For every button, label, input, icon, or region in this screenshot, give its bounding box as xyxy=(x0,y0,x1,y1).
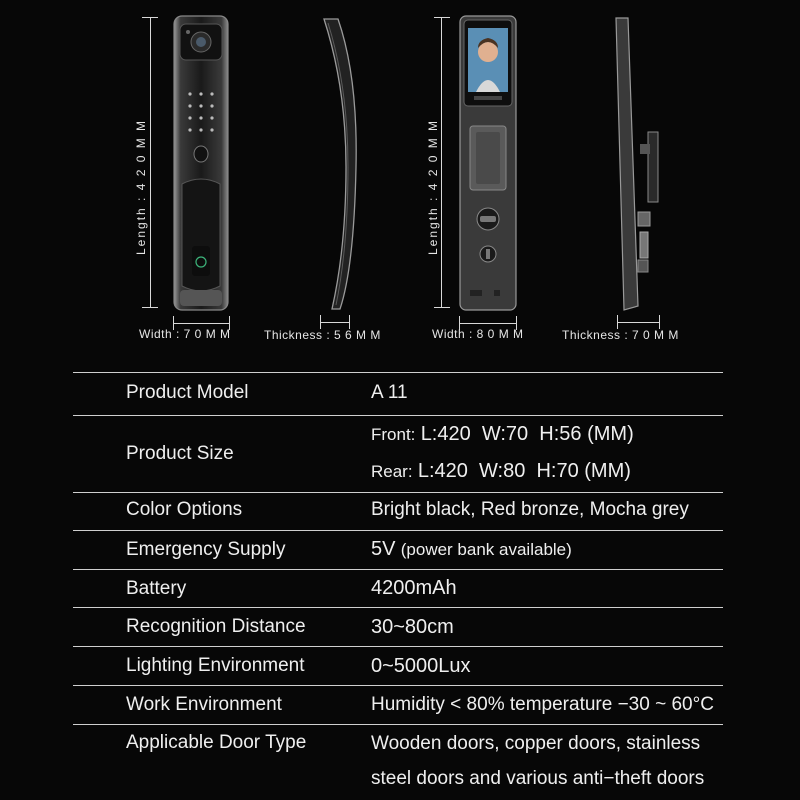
product-size-rear xyxy=(371,460,631,483)
front-side-illustration xyxy=(318,17,362,313)
table-rule xyxy=(73,685,723,686)
product-model-value: A 11 xyxy=(371,382,408,403)
product-size-label: Product Size xyxy=(126,443,234,464)
front-length-cap-top xyxy=(142,17,158,18)
side-rear-thickness-cap-left xyxy=(617,315,618,329)
side-front-thickness-cap-right xyxy=(349,315,350,329)
size-rear-value: L:420 W:80 H:70 (MM) xyxy=(417,460,631,482)
size-front-prefix: Front: xyxy=(371,425,416,444)
work-environment-label: Work Environment xyxy=(126,694,282,715)
applicable-door-type-line1: Wooden doors, copper doors, stainless xyxy=(371,733,701,754)
table-rule xyxy=(73,569,723,570)
rear-length-cap-top xyxy=(434,17,450,18)
front-length-label: Length : 4 2 0 M M xyxy=(134,118,148,255)
front-width-label: Width : 7 0 M M xyxy=(139,327,231,341)
rear-length-label: Length : 4 2 0 M M xyxy=(426,118,440,255)
front-lock-illustration xyxy=(170,14,232,314)
lighting-environment-label: Lighting Environment xyxy=(126,655,305,676)
rear-length-cap-bottom xyxy=(434,307,450,308)
size-front-value: L:420 W:70 H:56 (MM) xyxy=(420,423,634,445)
rear-side-illustration xyxy=(608,16,668,314)
side-rear-thickness-cap-right xyxy=(659,315,660,329)
table-rule xyxy=(73,646,723,647)
side-front-thickness-line xyxy=(320,322,350,323)
side-front-thickness-cap-left xyxy=(320,315,321,329)
rear-lock-illustration xyxy=(458,14,518,314)
emergency-voltage: 5V xyxy=(371,538,396,560)
emergency-supply-label: Emergency Supply xyxy=(126,539,286,560)
product-model-label: Product Model xyxy=(126,382,249,403)
emergency-supply-value xyxy=(371,538,572,561)
color-options-value: Bright black, Red bronze, Mocha grey xyxy=(371,499,689,520)
lighting-environment-value: 0~5000Lux xyxy=(371,655,471,677)
work-environment-value: Humidity < 80% temperature −30 ~ 60°C xyxy=(371,694,714,715)
table-rule xyxy=(73,530,723,531)
table-rule xyxy=(73,415,723,416)
rear-width-line xyxy=(459,323,517,324)
recognition-distance-value: 30~80cm xyxy=(371,616,454,638)
side-front-thickness-label: Thickness : 5 6 M M xyxy=(264,328,381,342)
rear-width-label: Width : 8 0 M M xyxy=(432,327,524,341)
front-length-line xyxy=(150,17,151,308)
table-rule xyxy=(73,492,723,493)
product-size-front xyxy=(371,423,634,446)
battery-value: 4200mAh xyxy=(371,577,457,599)
applicable-door-type-line2: steel doors and various anti−theft doors xyxy=(371,768,705,789)
applicable-door-type-label: Applicable Door Type xyxy=(126,732,307,753)
rear-length-line xyxy=(441,17,442,308)
side-rear-thickness-line xyxy=(617,322,660,323)
size-rear-prefix: Rear: xyxy=(371,462,413,481)
table-rule-top xyxy=(73,372,723,373)
emergency-note: (power bank available) xyxy=(400,540,572,559)
table-rule xyxy=(73,607,723,608)
front-width-line xyxy=(173,323,230,324)
recognition-distance-label: Recognition Distance xyxy=(126,616,306,637)
side-rear-thickness-label: Thickness : 7 0 M M xyxy=(562,328,679,342)
battery-label: Battery xyxy=(126,578,187,599)
color-options-label: Color Options xyxy=(126,499,243,520)
table-rule xyxy=(73,724,723,725)
front-length-cap-bottom xyxy=(142,307,158,308)
